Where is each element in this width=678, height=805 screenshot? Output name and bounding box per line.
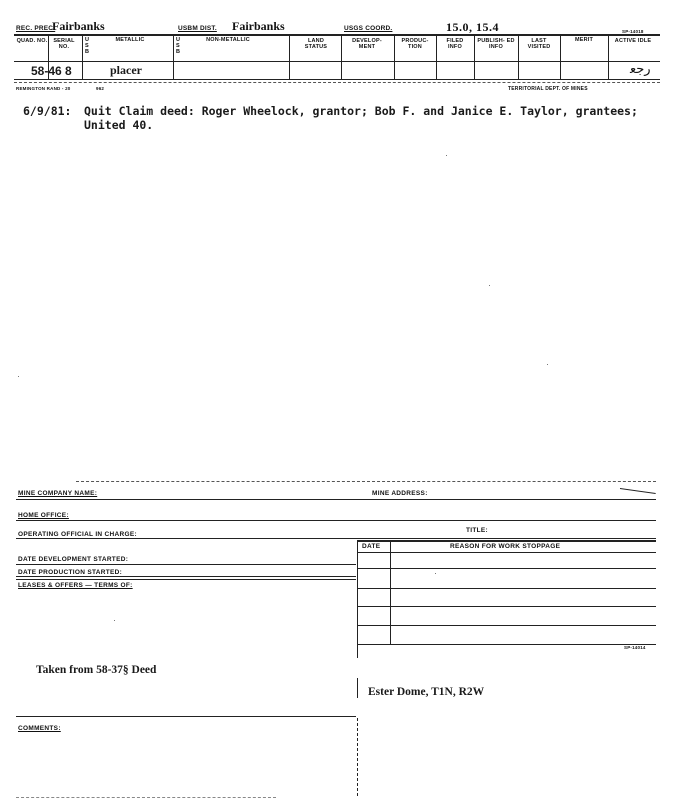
col-usb-marker: U S B [85, 37, 90, 55]
stoppage-row [357, 644, 656, 645]
col-serial-no: SERIAL NO. [53, 38, 75, 50]
col-filed-info: FILED INFO [446, 38, 464, 50]
leases-label: LEASES & OFFERS — TERMS OF: [18, 582, 133, 589]
header-bottom-rule [14, 79, 660, 80]
col-sep [436, 35, 437, 79]
stoppage-row [357, 588, 656, 589]
location-note: Ester Dome, T1N, R2W [368, 686, 485, 698]
col-sep [474, 35, 475, 79]
row-rule [16, 499, 656, 500]
speck [547, 364, 548, 365]
col-sep [394, 35, 395, 79]
col-sep [518, 35, 519, 79]
col-sep [289, 35, 290, 79]
bottom-dashed-rule [76, 481, 656, 482]
col-development: DEVELOP- MENT [352, 38, 382, 50]
taken-from-note: Taken from 58-37§ Deed [36, 664, 157, 676]
entry-line-1: Quit Claim deed: Roger Wheelock, grantor; Bob F. and Janice E. Taylor, grantees; [84, 104, 638, 118]
speck [435, 573, 436, 574]
usgs-coord-value: 15.0, 15.4 [446, 20, 499, 34]
col-sep [173, 35, 174, 79]
col-land-status: LAND STATUS [304, 38, 328, 50]
col-last-visited: LAST VISITED [527, 38, 551, 50]
col-quad-no: QUAD. NO. [16, 38, 48, 44]
col-non-metallic: NON-METALLIC [206, 37, 250, 43]
col-metallic: METALLIC [115, 37, 145, 43]
strip-dashed-rule [14, 82, 660, 83]
row-rule [16, 538, 656, 539]
quad-serial-value: 58-46 8 [31, 64, 72, 78]
entry-line-2: United 40. [84, 118, 154, 132]
strip-code: 962 [96, 86, 105, 91]
stoppage-left-border [357, 540, 358, 658]
col-sep [341, 35, 342, 79]
remington-label: REMINGTON RAND - 20 [16, 86, 71, 91]
usgs-coord-label: USGS COORD. [344, 25, 393, 32]
metallic-value: placer [110, 63, 142, 77]
title-label: TITLE: [466, 527, 489, 534]
date-development-label: DATE DEVELOPMENT STARTED: [18, 556, 129, 563]
row-rule [16, 520, 656, 521]
stoppage-date-divider [390, 540, 391, 644]
col-sep [608, 35, 609, 79]
home-office-label: HOME OFFICE: [18, 512, 69, 519]
dept-label: TERRITORIAL DEPT. OF MINES [508, 86, 588, 92]
col-usb-marker-2: U S B [176, 37, 181, 55]
entry-date: 6/9/81: [23, 104, 72, 118]
speck [489, 285, 490, 286]
date-production-label: DATE PRODUCTION STARTED: [18, 569, 123, 576]
mine-address-label: MINE ADDRESS: [372, 490, 428, 497]
stoppage-row [357, 568, 656, 569]
speck [18, 376, 19, 377]
row-rule [16, 576, 356, 577]
speck [446, 155, 447, 156]
col-sep [82, 35, 83, 79]
rec-prec-value: Fairbanks [52, 19, 105, 33]
header-top-rule [14, 34, 660, 36]
comments-rule [16, 716, 356, 717]
stoppage-row [357, 625, 656, 626]
row-rule [16, 579, 356, 580]
speck [114, 620, 115, 621]
active-mark: ﺭﺟﻌ [630, 62, 651, 77]
reason-col-label: REASON FOR WORK STOPPAGE [450, 543, 561, 550]
col-production: PRODUC- TION [401, 38, 429, 50]
row-rule [16, 564, 356, 565]
usbm-dist-value: Fairbanks [232, 19, 285, 33]
col-published-info: PUBLISH- ED INFO [477, 38, 515, 50]
stoppage-top-rule [357, 540, 656, 542]
form-number-bottom: SP-14014 [624, 645, 646, 650]
form-number-top: SP-14018 [622, 29, 644, 34]
header-mid-rule [14, 61, 660, 62]
bottom-noise-rule [16, 797, 276, 798]
col-active-idle: ACTIVE IDLE [614, 38, 652, 44]
usbm-dist-label: USBM DIST. [178, 25, 217, 32]
stoppage-row [357, 552, 656, 553]
stray-mark [620, 488, 656, 494]
col-merit: MERIT [574, 37, 594, 43]
right-vertical-dashed [357, 718, 358, 796]
operating-official-label: OPERATING OFFICIAL IN CHARGE: [18, 531, 137, 538]
date-col-label: DATE [362, 543, 381, 550]
rec-prec-label: REC. PREC. [16, 25, 56, 32]
comments-label: COMMENTS: [18, 725, 61, 732]
col-sep [560, 35, 561, 79]
mine-company-name-label: MINE COMPANY NAME: [18, 490, 98, 497]
right-vertical-mark [357, 678, 358, 698]
stoppage-row [357, 606, 656, 607]
